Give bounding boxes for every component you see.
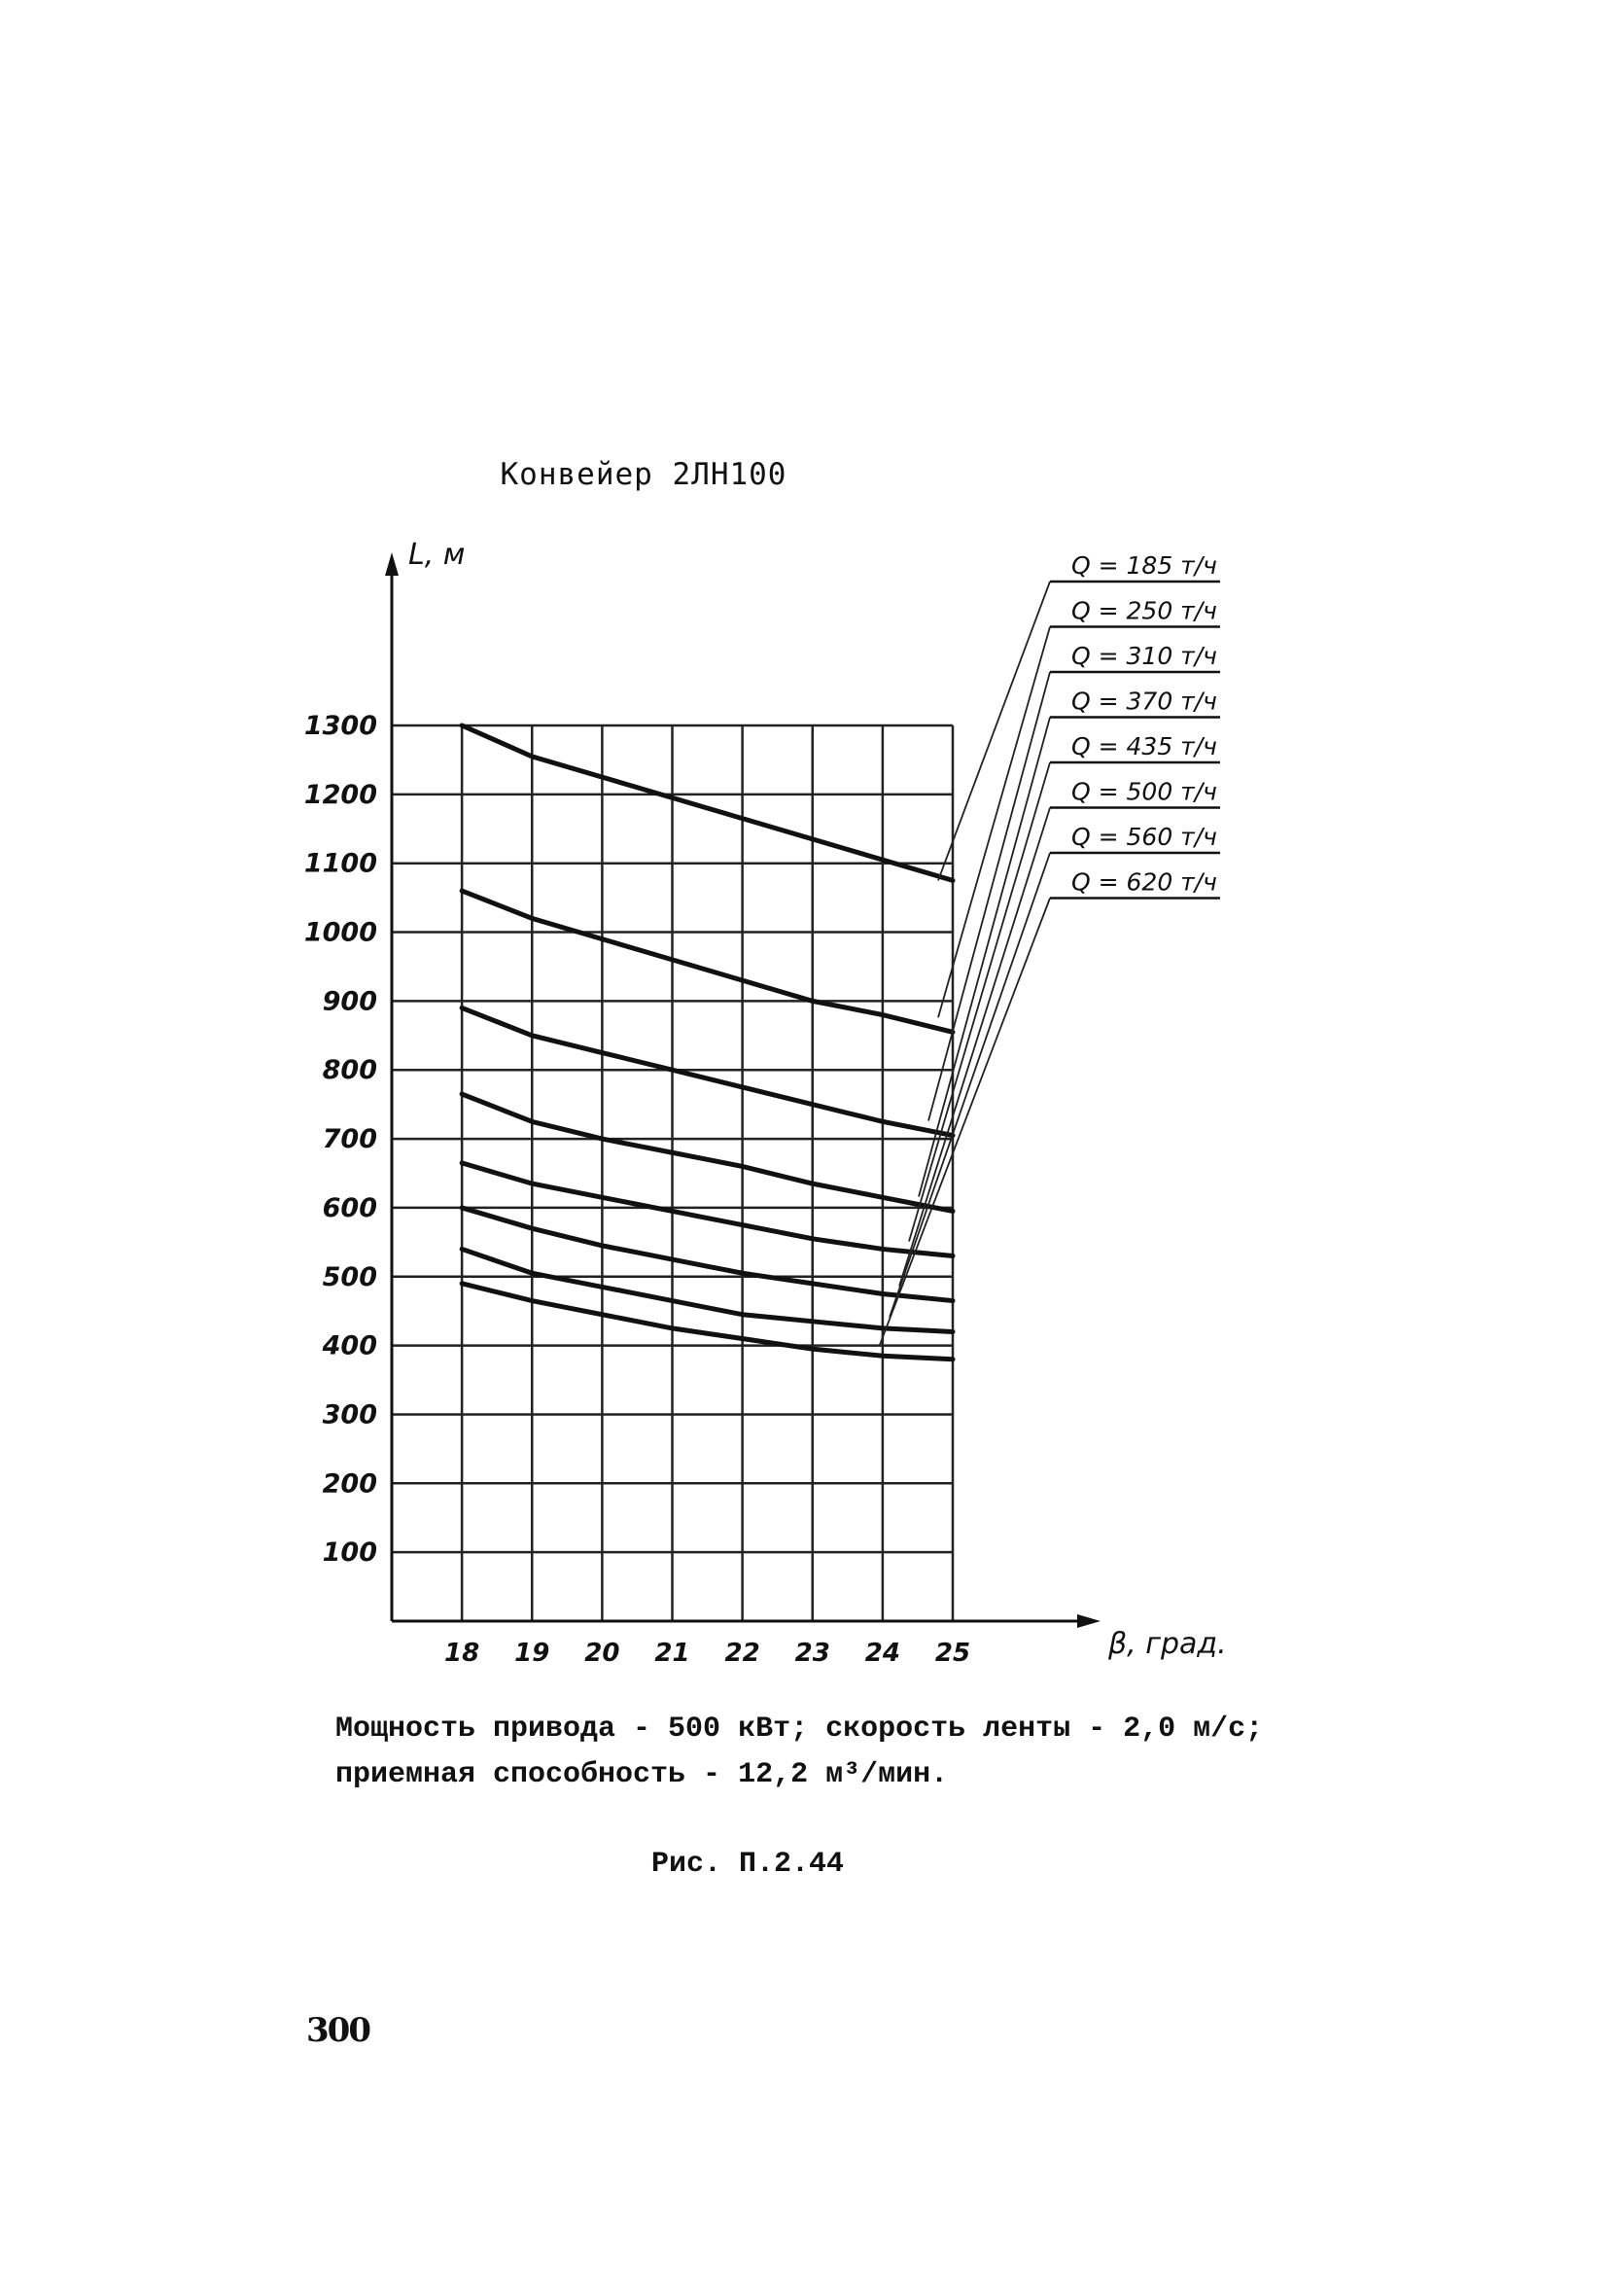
legend-leader-line (928, 672, 1050, 1121)
y-tick-label: 800 (322, 1055, 377, 1086)
series-curve (462, 1249, 953, 1331)
x-tick-label: 23 (794, 1639, 830, 1668)
x-tick-label: 24 (864, 1639, 900, 1668)
caption-line-2: приемная способность - 12,2 м³/мин. (335, 1758, 949, 1791)
legend-label: Q = 185 т/ч (1071, 551, 1217, 580)
y-tick-label: 900 (322, 986, 377, 1017)
series-curve (462, 1208, 953, 1301)
y-tick-label: 1200 (303, 779, 377, 810)
series-curve (462, 891, 953, 1032)
legend-label: Q = 500 т/ч (1071, 777, 1217, 806)
y-tick-label: 1300 (303, 711, 377, 741)
x-tick-label: 20 (584, 1639, 620, 1668)
chart-title: Конвейер 2ЛН100 (500, 457, 787, 492)
y-axis-arrow (385, 552, 399, 576)
legend-label: Q = 435 т/ч (1071, 732, 1217, 760)
y-axis-label: L, м (408, 538, 466, 572)
legend-leader-line (880, 899, 1050, 1345)
x-tick-label: 21 (654, 1639, 690, 1668)
y-tick-label: 100 (322, 1537, 377, 1569)
y-tick-label: 700 (322, 1124, 377, 1155)
series-curve (462, 725, 953, 880)
y-tick-label: 600 (322, 1192, 377, 1223)
figure-label: Рис. П.2.44 (651, 1848, 845, 1881)
chart-curves (462, 725, 953, 1360)
x-tick-label: 18 (444, 1639, 480, 1668)
y-tick-label: 300 (322, 1399, 377, 1431)
legend-label: Q = 250 т/ч (1071, 596, 1217, 625)
y-tick-label: 1100 (303, 848, 377, 879)
y-tick-label: 500 (322, 1261, 377, 1292)
legend-leader-line (919, 718, 1050, 1197)
y-tick-label: 1000 (303, 917, 377, 948)
series-curve (462, 1007, 953, 1135)
legend-leader-line (890, 853, 1050, 1317)
legend-label: Q = 620 т/ч (1071, 867, 1217, 897)
legend-label: Q = 310 т/ч (1071, 642, 1217, 670)
legend-label: Q = 370 т/ч (1071, 687, 1217, 716)
x-tick-label: 22 (724, 1639, 760, 1668)
x-tick-label: 25 (934, 1639, 971, 1668)
chart-caption (335, 1707, 1263, 1798)
x-axis-arrow (1077, 1614, 1101, 1628)
series-curve (462, 1163, 953, 1256)
x-axis-label: β, град. (1108, 1627, 1227, 1661)
page-number: 300 (306, 2011, 369, 2050)
caption-line-1: Мощность привода - 500 кВт; скорость ленты - 2,0 м/с; (335, 1713, 1264, 1746)
chart-grid (392, 725, 953, 1621)
y-tick-label: 400 (322, 1330, 377, 1361)
chart-legend (1050, 551, 1220, 899)
legend-leader-lines (880, 582, 1050, 1345)
x-tick-label: 19 (514, 1639, 550, 1668)
legend-label: Q = 560 т/ч (1071, 823, 1217, 851)
series-curve (462, 1094, 953, 1211)
legend-leader-line (899, 808, 1050, 1287)
y-tick-label: 200 (322, 1468, 377, 1500)
